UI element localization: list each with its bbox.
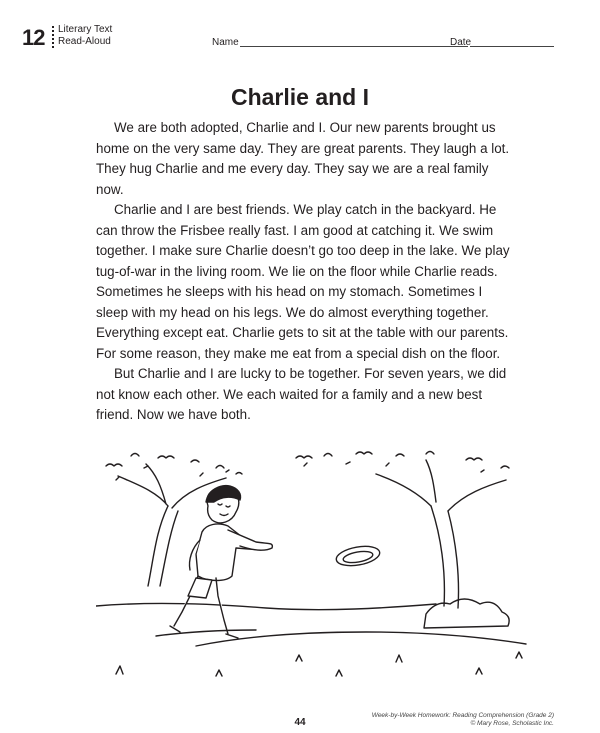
paragraph-2: Charlie and I are best friends. We play catch in the backyard. He can throw the Frisbee really fast. I am good at catching it. We swim together. I make sure Charlie doesn’t go too deep in the lake. We play tug-of-war in the living room. We lie on the floor while Charlie reads. Sometimes he sleeps with his head on my stomach. Sometimes I sleep with my head on his legs. We do almost everything together. Everything except eat. Charlie gets to sit at the table with our parents. For some reason, they make me eat from a special dish on the floor.: [96, 202, 510, 361]
paragraph-3: But Charlie and I are lucky to be together. For seven years, we did not know each other. We each waited for a family and a new best friend. Now we have both.: [96, 366, 507, 422]
page-number: 44: [294, 717, 306, 728]
credit-line-1: Week-by-Week Homework: Reading Comprehension (Grade 2): [371, 712, 554, 719]
story-title: Charlie and I: [230, 84, 370, 110]
page-header: [22, 22, 554, 48]
credit-line-2: © Mary Rose, Scholastic Inc.: [470, 720, 554, 727]
category-label: [58, 24, 112, 48]
copyright-credit: [372, 712, 554, 728]
frisbee: [335, 543, 381, 568]
name-field[interactable]: [240, 46, 468, 47]
ground-path: [96, 603, 526, 676]
name-label: Name: [212, 37, 239, 48]
date-label: Date: [450, 37, 472, 48]
paragraph-1: We are both adopted, Charlie and I. Our new parents brought us home on the very same day. They are great parents. They laugh a lot. They hug Charlie and me every day. They say we are a real family now.: [96, 120, 510, 197]
dotted-divider: [52, 26, 54, 48]
category-line-1: Literary Text: [58, 24, 113, 35]
date-field[interactable]: [470, 46, 554, 47]
worksheet-number: 12: [22, 25, 45, 50]
story-body: [96, 118, 510, 426]
boy-frisbee-illustration: [96, 436, 564, 686]
category-line-2: Read-Aloud: [58, 36, 111, 47]
right-tree: [296, 452, 509, 629]
boy-figure: [170, 486, 272, 638]
